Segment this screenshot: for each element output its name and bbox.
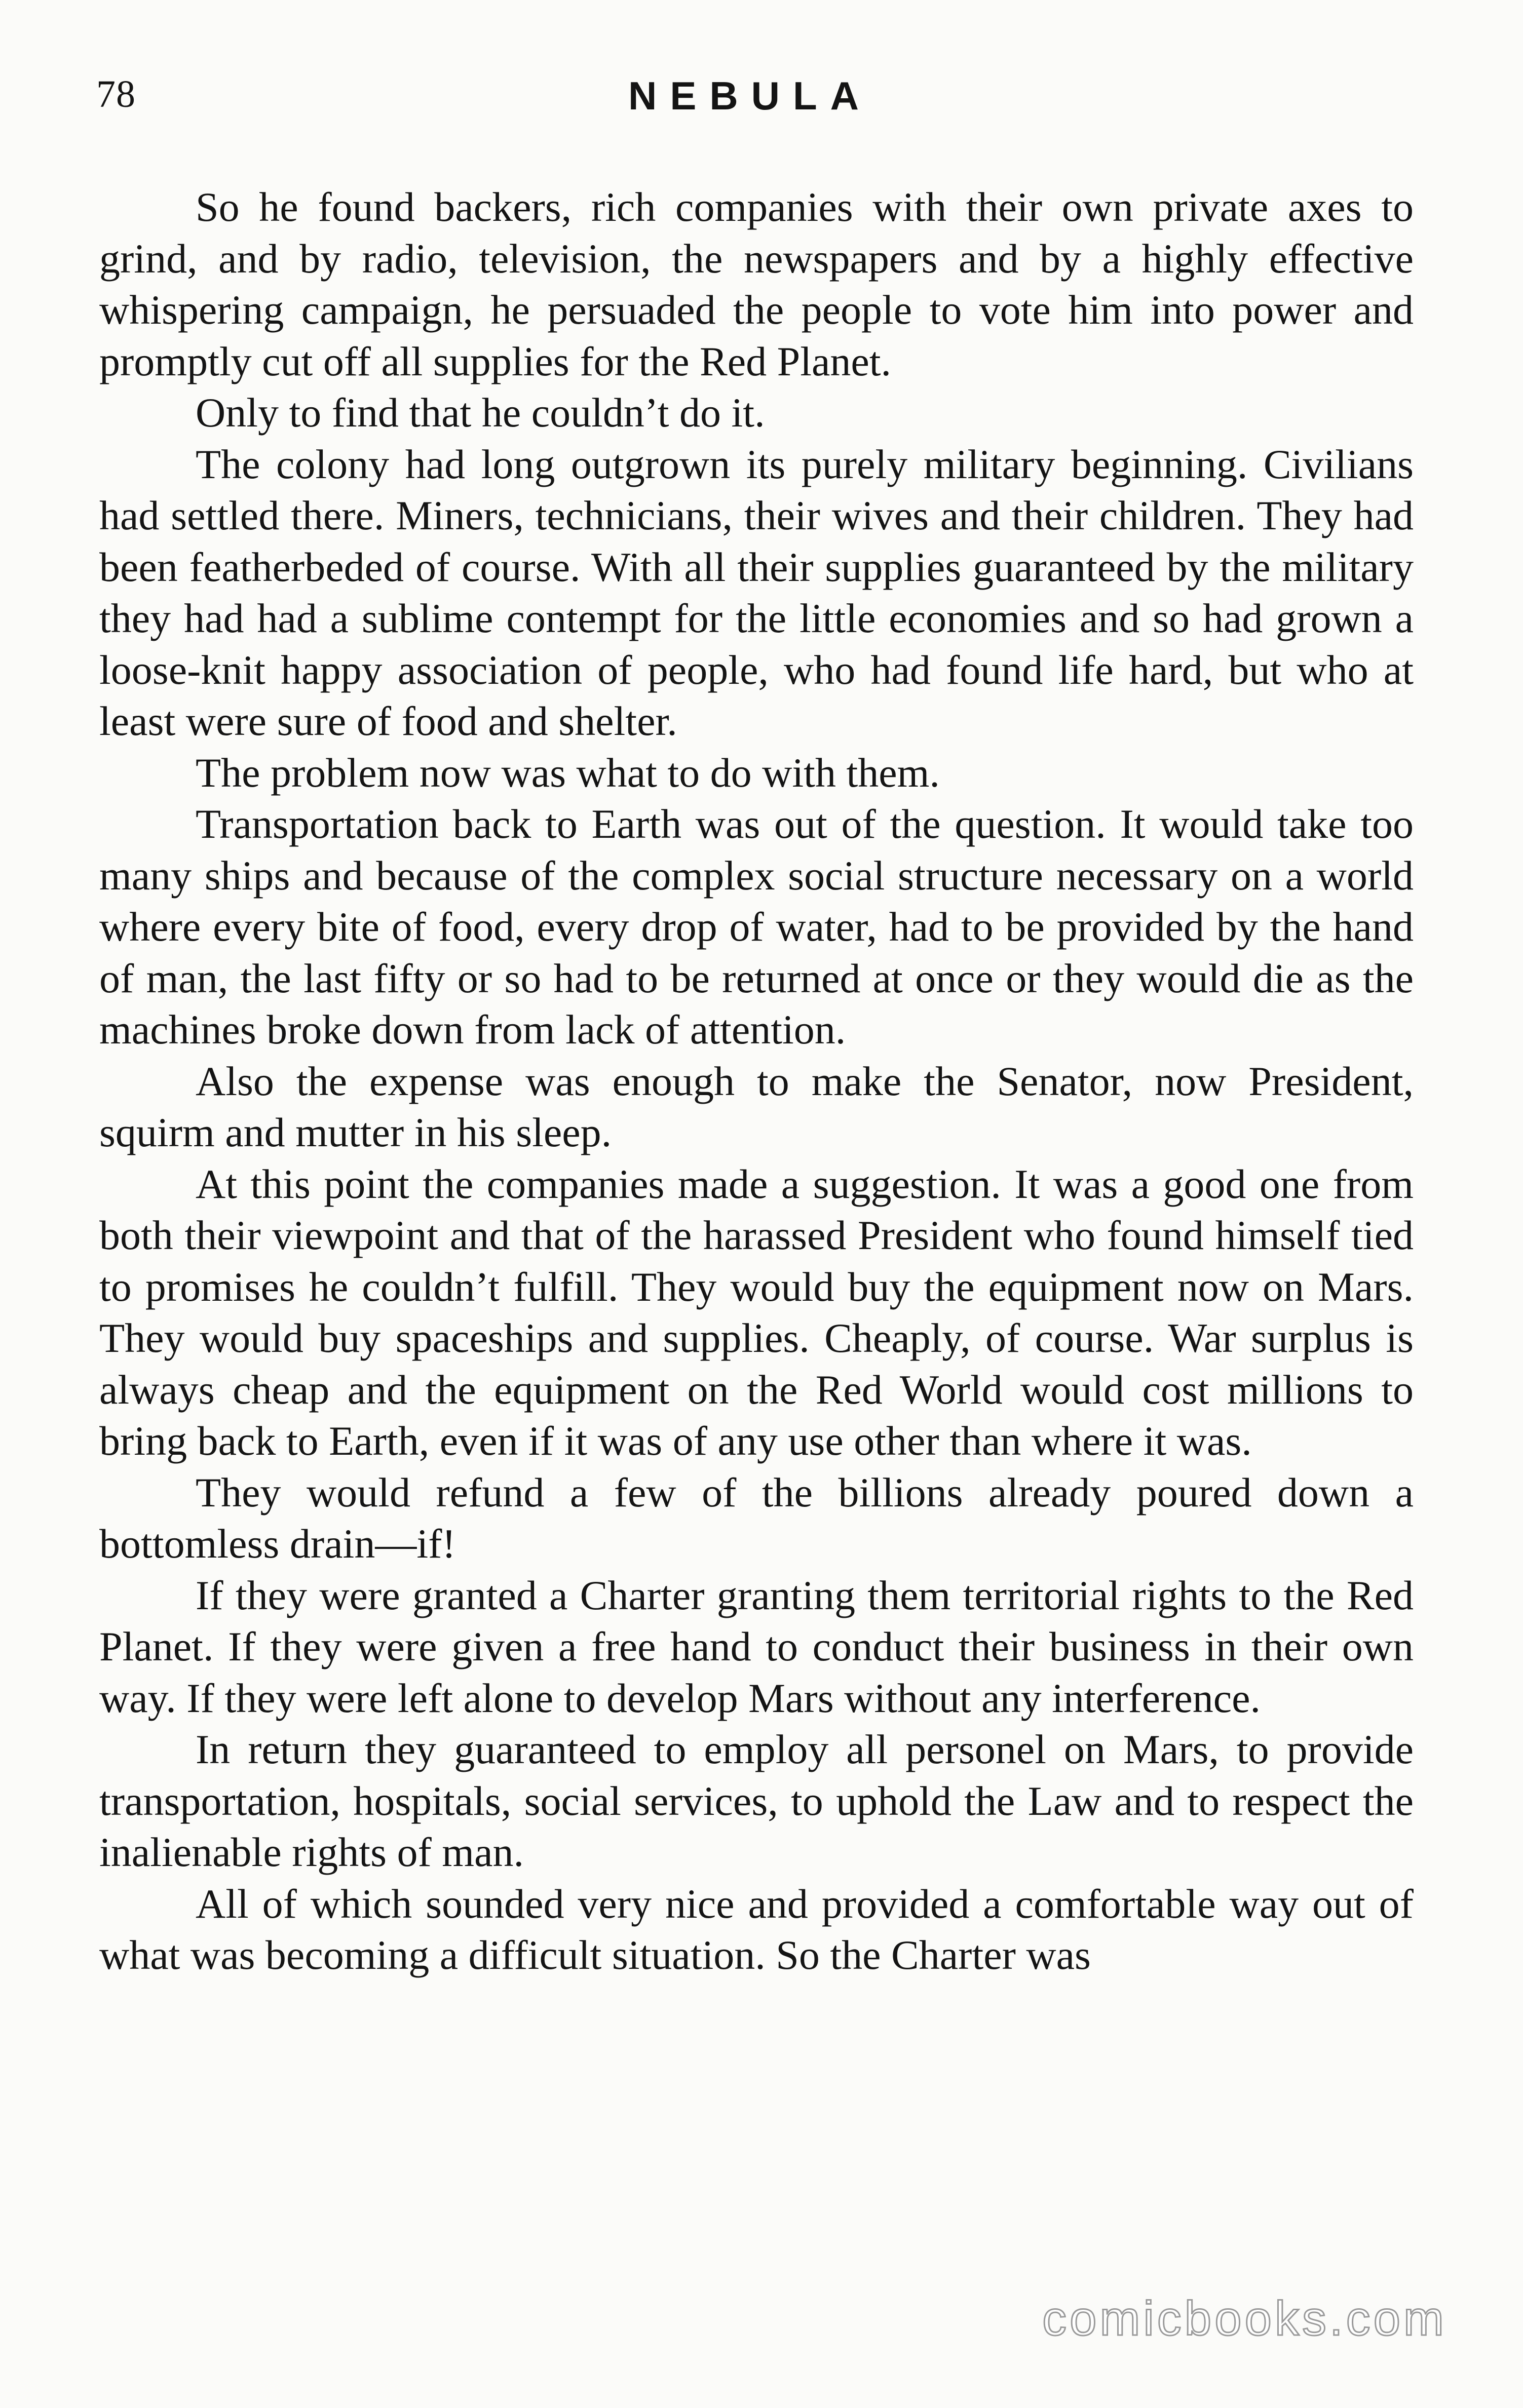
paragraph: At this point the companies made a suggestion. It was a good one from both their viewpoint and that of the harassed President who found himself tied to promises he couldn’t fulfill. They would buy the equipment now on Mars. They would buy spaceships and supplies. Cheaply, of course. War surplus is always cheap and the equipment on the Red World would cost millions to bring back to Earth, even if it was of any use other than where it was. [99,1160,1414,1464]
paragraph: Also the expense was enough to make the Senator, now President, squirm and mutter in his sleep. [99,1058,1414,1155]
running-title: NEBULA [628,73,872,118]
site-watermark: comicbooks.com [1042,2292,1447,2346]
paragraph: The problem now was what to do with them. [196,749,940,796]
paragraph: So he found backers, rich companies with their own private axes to grind, and by radio, television, the newspapers and by a highly effective whispering campaign, he persuaded the people to vote him into power and promptly cut off all supplies for the Red Planet. [99,184,1414,384]
paragraph: All of which sounded very nice and provided a comfortable way out of what was becoming a difficult situation. So the Charter was [99,1880,1414,1978]
paragraph: Only to find that he couldn’t do it. [196,390,765,436]
paragraph: Transportation back to Earth was out of the question. It would take too many ships and because of the complex social structure necessary on a world where every bite of food, every drop of water, had to be provided by the hand of man, the last fifty or so had to be returned at once or they would die as the machines broke down from lack of attention. [99,801,1414,1053]
paragraph: They would refund a few of the billions already poured down a bottomless drain—if! [99,1469,1414,1567]
paragraph: In return they guaranteed to employ all personel on Mars, to provide transportation, hospitals, social services, to uphold the Law and to respect the inalienable rights of man. [99,1726,1414,1875]
paragraph: If they were granted a Charter granting them territorial rights to the Red Planet. If they were given a free hand to conduct their business in their own way. If they were left alone to develop Mars without any interference. [99,1572,1414,1721]
paragraph: The colony had long outgrown its purely military beginning. Civilians had settled there. Miners, technicians, their wives and their children. They had been featherbeded of course. With all their supplies guaranteed by the military they had had a sublime contempt for the little economies and so had grown a loose-knit happy association of people, who had found life hard, but who at least were sure of food and shelter. [99,441,1414,744]
body-text [99,181,1414,1981]
page-number: 78 [96,73,136,115]
